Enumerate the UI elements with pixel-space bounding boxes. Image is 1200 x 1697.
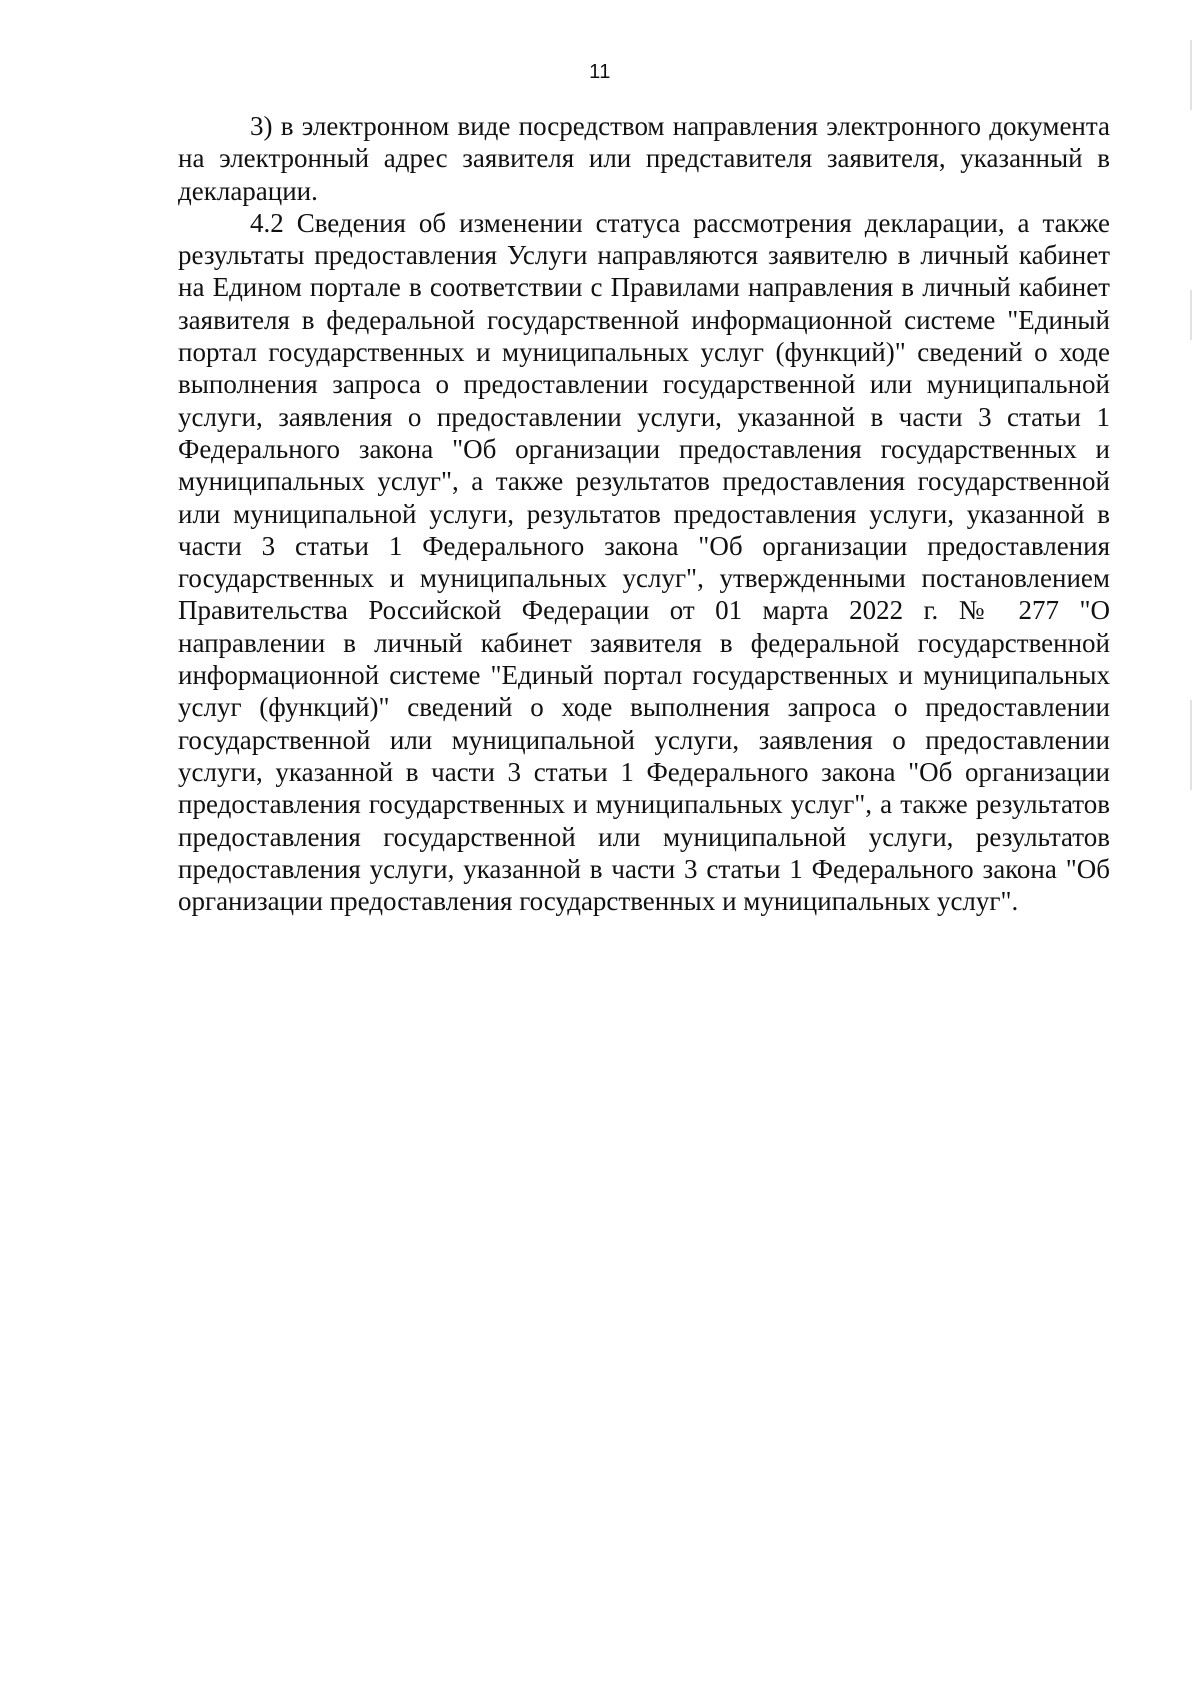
paragraph-section-4-2: 4.2 Сведения об изменении статуса рассмотрения декларации, а также результаты предоставления Услуги направляются заявителю в личный кабинет на Едином портале в соответствии с Правилами направления в личный кабинет заявителя в федеральной государственной информационной системе "Единый портал государственных и муниципальных услуг (функций)" сведений о ходе выполнения запроса о предоставлении государственной или муниципальной услуги, заявления о предоставлении услуги, указанной в части 3 статьи 1 Федерального закона "Об организации предоставления государственных и муниципальных услуг", а также результатов предоставления государственной или муниципальной услуги, результатов предоставления услуги, указанной в части 3 статьи 1 Федерального закона "Об организации предоставления государственных и муниципальных услуг", утвержденными постановлением Правительства Российской Федерации от 01 марта 2022 г. № 277 "О направлении в личный кабинет заявителя в федеральной государственной информационной системе "Единый портал государственных и муниципальных услуг (функций)" сведений о ходе выполнения запроса о предоставлении государственной или муниципальной услуги, заявления о предоставлении услуги, указанной в части 3 статьи 1 Федерального закона "Об организации предоставления государственных и муниципальных услуг", а также результатов предоставления государственной или муниципальной услуги, результатов предоставления услуги, указанной в части 3 статьи 1 Федерального закона "Об организации предоставления государственных и муниципальных услуг". [178, 207, 1110, 917]
document-body [178, 110, 1110, 917]
paragraph-item-3: 3) в электронном виде посредством направления электронного документа на электронный адрес заявителя или представителя заявителя, указанный в декларации. [178, 111, 1110, 206]
page-number: 11 [589, 61, 611, 83]
scan-edge-mark [1190, 290, 1192, 340]
scan-edge-mark [1190, 700, 1192, 790]
scan-edge-mark [1190, 40, 1192, 110]
